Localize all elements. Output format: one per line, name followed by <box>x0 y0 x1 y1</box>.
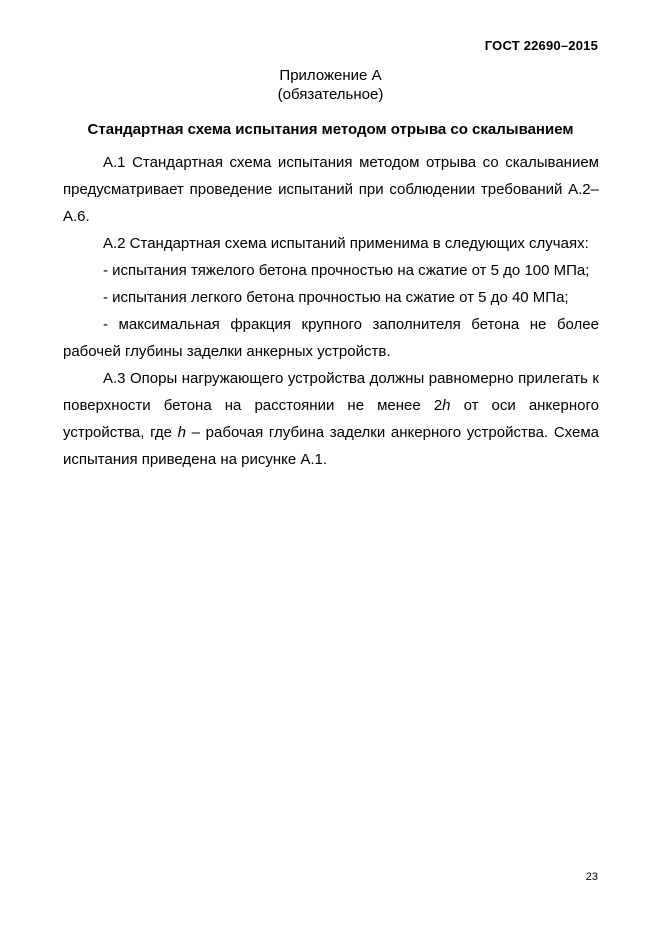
list-item-light-concrete: - испытания легкого бетона прочностью на сжатие от 5 до 40 МПа; <box>103 289 569 306</box>
paragraph-a1: А.1 Стандартная схема испытания методом отрыва со скалыванием предусматривает проведение испытаний при соблюдении требований А.2–А.6. <box>63 154 599 225</box>
list-item-heavy-concrete: - испытания тяжелого бетона прочностью на сжатие от 5 до 100 МПа; <box>103 262 590 279</box>
document-body <box>63 149 599 473</box>
paragraph-a2: А.2 Стандартная схема испытаний применима в следующих случаях: <box>103 235 589 252</box>
standard-code: ГОСТ 22690–2015 <box>484 38 598 53</box>
a3-text-3: – рабочая глубина заделки анкерного устройства. Схема испытания приведена на рисунке А.1. <box>63 424 599 468</box>
page-number: 23 <box>585 871 598 883</box>
appendix-title: Приложение А <box>279 67 382 84</box>
list-item-aggregate: - максимальная фракция крупного заполнителя бетона не более рабочей глубины заделки анкерных устройств. <box>63 316 599 360</box>
paragraph-a3 <box>63 365 599 473</box>
a3-text-2: от оси анкерного устройства, где <box>63 397 599 441</box>
a3-variable-h-2: h <box>177 424 187 441</box>
a3-variable-h-1: h <box>442 397 451 414</box>
appendix-heading <box>0 66 661 104</box>
appendix-status: (обязательное) <box>277 86 384 103</box>
a3-text-1: А.3 Опоры нагружающего устройства должны равномерно прилегать к поверхности бетона на расстоянии не менее 2 <box>63 370 599 414</box>
section-title: Стандартная схема испытания методом отрыва со скалыванием <box>87 121 574 138</box>
